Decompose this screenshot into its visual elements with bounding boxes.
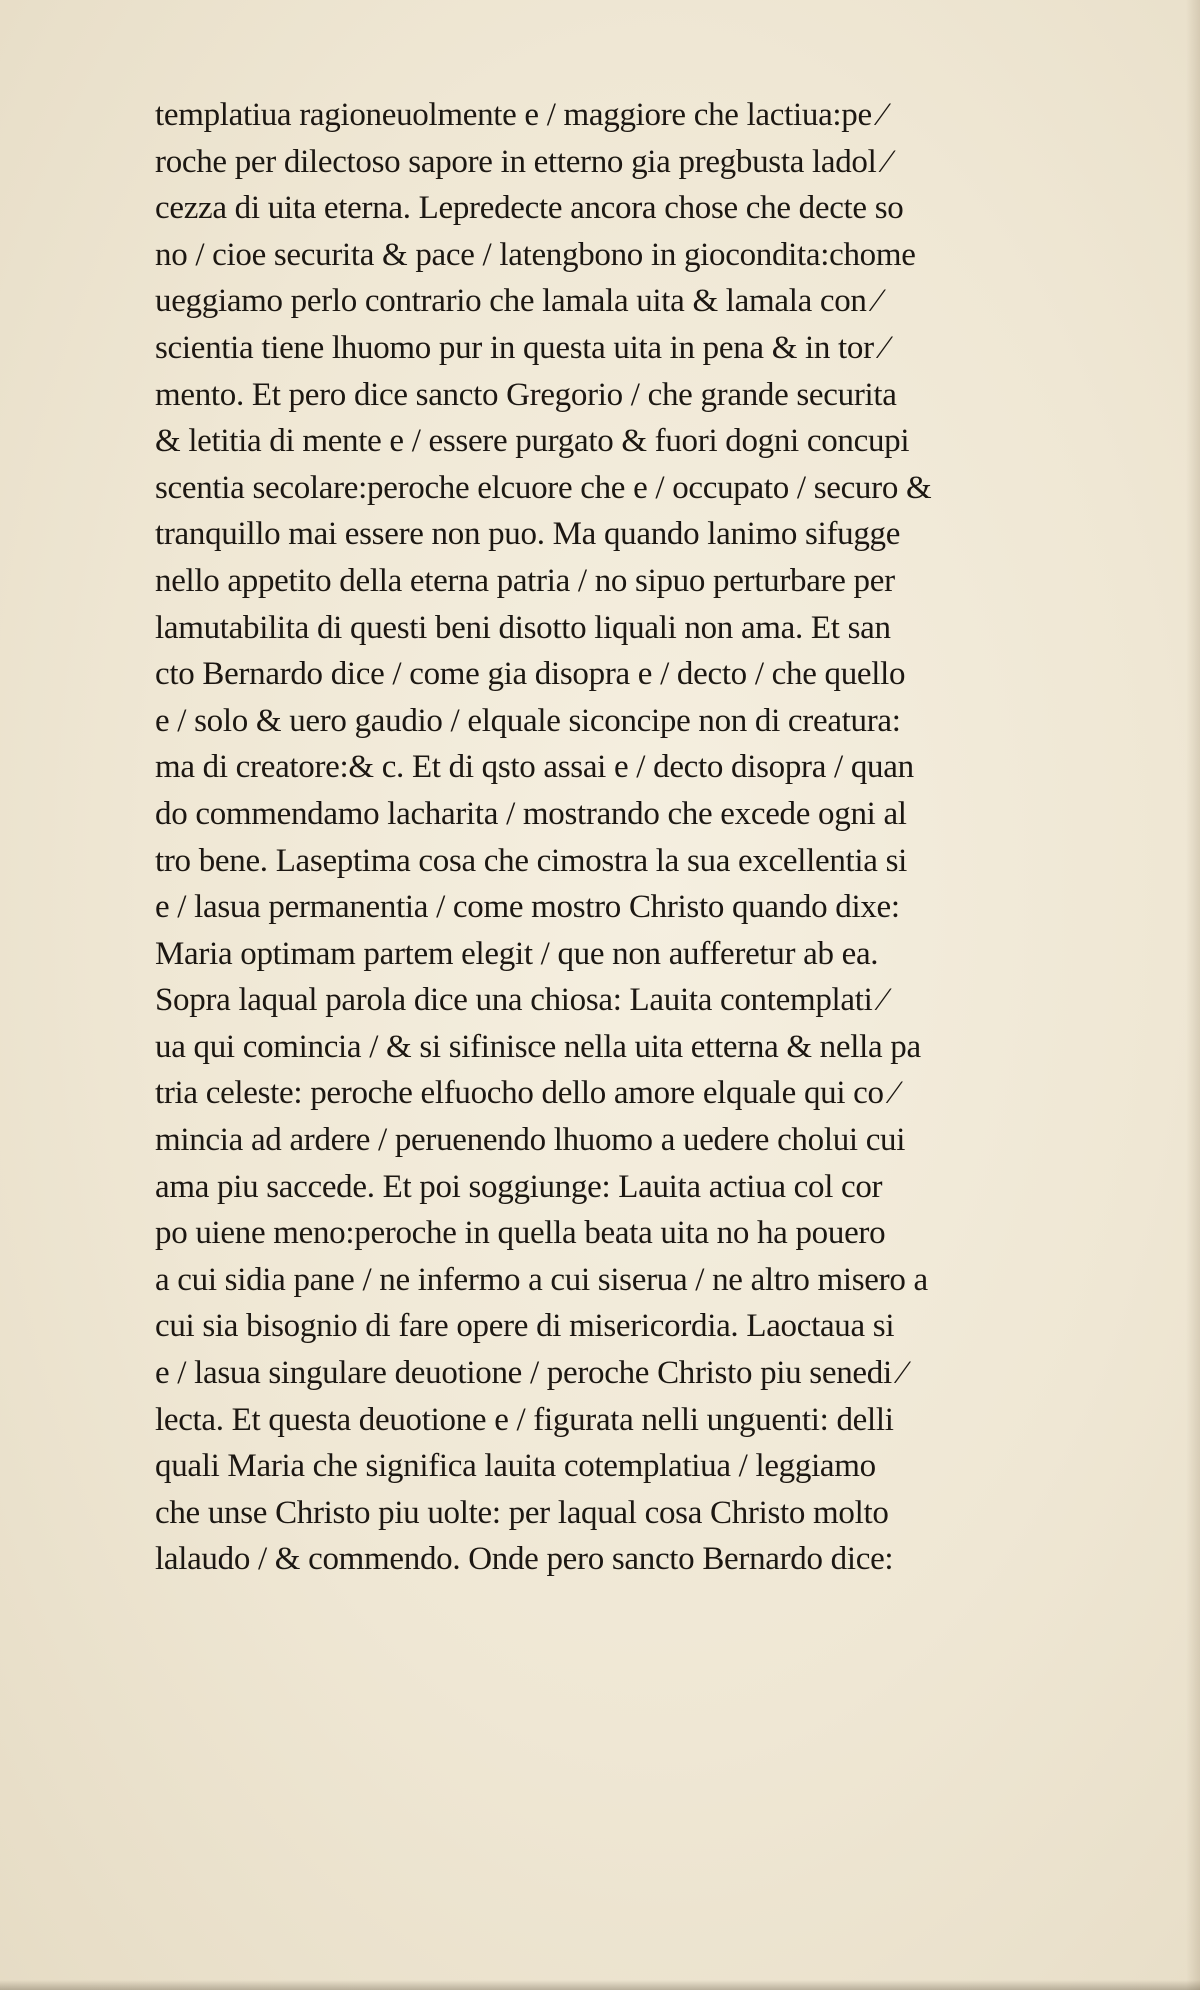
text-line: Sopra laqual parola dice una chiosa: Lauita contemplati ⁄ [155, 982, 886, 1019]
text-line: mincia ad ardere / peruenendo lhuomo a uedere cholui cui [155, 1122, 906, 1159]
text-line: tranquillo mai essere non puo. Ma quando lanimo sifugge [155, 516, 901, 553]
text-line: e / solo & uero gaudio / elquale siconcipe non di creatura: [155, 702, 901, 739]
text-block [155, 92, 1040, 1583]
text-line: do commendamo lacharita / mostrando che excede ogni al [155, 795, 907, 832]
text-line: cezza di uita eterna. Lepredecte ancora chose che decte so [155, 190, 904, 227]
text-line: e / lasua permanentia / come mostro Christo quando dixe: [155, 889, 900, 926]
text-line: ama piu saccede. Et poi soggiunge: Lauita actiua col cor [155, 1168, 883, 1205]
text-line: quali Maria che significa lauita cotemplatiua / leggiamo [155, 1448, 876, 1485]
text-line: po uiene meno:peroche in quella beata uita no ha pouero [155, 1215, 886, 1252]
text-line: scentia secolare:peroche elcuore che e / occupato / securo & [155, 469, 932, 506]
text-line: nello appetito della eterna patria / no sipuo perturbare per [155, 562, 895, 599]
text-line: lamutabilita di questi beni disotto liquali non ama. Et san [155, 609, 891, 646]
text-line: scientia tiene lhuomo pur in questa uita in pena & in tor ⁄ [155, 329, 887, 366]
text-line: templatiua ragioneuolmente e / maggiore che lactiua:pe ⁄ [155, 97, 885, 133]
text-line: tria celeste: peroche elfuocho dello amore elquale qui co ⁄ [155, 1075, 897, 1112]
text-line: roche per dilectoso sapore in etterno gia pregbusta ladol ⁄ [155, 143, 890, 180]
text-line: lalaudo / & commendo. Onde pero sancto Bernardo dice: [155, 1541, 894, 1578]
text-line: ueggiamo perlo contrario che lamala uita & lamala con ⁄ [155, 283, 880, 320]
text-line: no / cioe securita & pace / latengbono in giocondita:chome [155, 236, 916, 273]
text-line: ma di creatore:& c. Et di qsto assai e / decto disopra / quan [155, 749, 914, 786]
text-line: e / lasua singulare deuotione / peroche Christo piu senedi ⁄ [155, 1355, 905, 1392]
text-line: lecta. Et questa deuotione e / figurata nelli unguenti: delli [155, 1401, 894, 1438]
page-edge-shadow [1186, 0, 1200, 1990]
text-line: a cui sidia pane / ne infermo a cui siserua / ne altro misero a [155, 1261, 928, 1298]
text-line: mento. Et pero dice sancto Gregorio / che grande securita [155, 376, 897, 413]
text-line: cui sia bisognio di fare opere di misericordia. Laoctaua si [155, 1308, 895, 1345]
text-line: Maria optimam partem elegit / que non aufferetur ab ea. [155, 935, 879, 972]
text-line: cto Bernardo dice / come gia disopra e / decto / che quello [155, 656, 906, 693]
text-line: che unse Christo piu uolte: per laqual cosa Christo molto [155, 1494, 889, 1531]
text-line: ua qui comincia / & si sifinisce nella uita etterna & nella pa [155, 1028, 921, 1065]
page-bottom-edge [0, 1980, 1200, 1990]
text-line: tro bene. Laseptima cosa che cimostra la sua excellentia si [155, 842, 907, 879]
text-line: & letitia di mente e / essere purgato & fuori dogni concupi [155, 423, 910, 460]
